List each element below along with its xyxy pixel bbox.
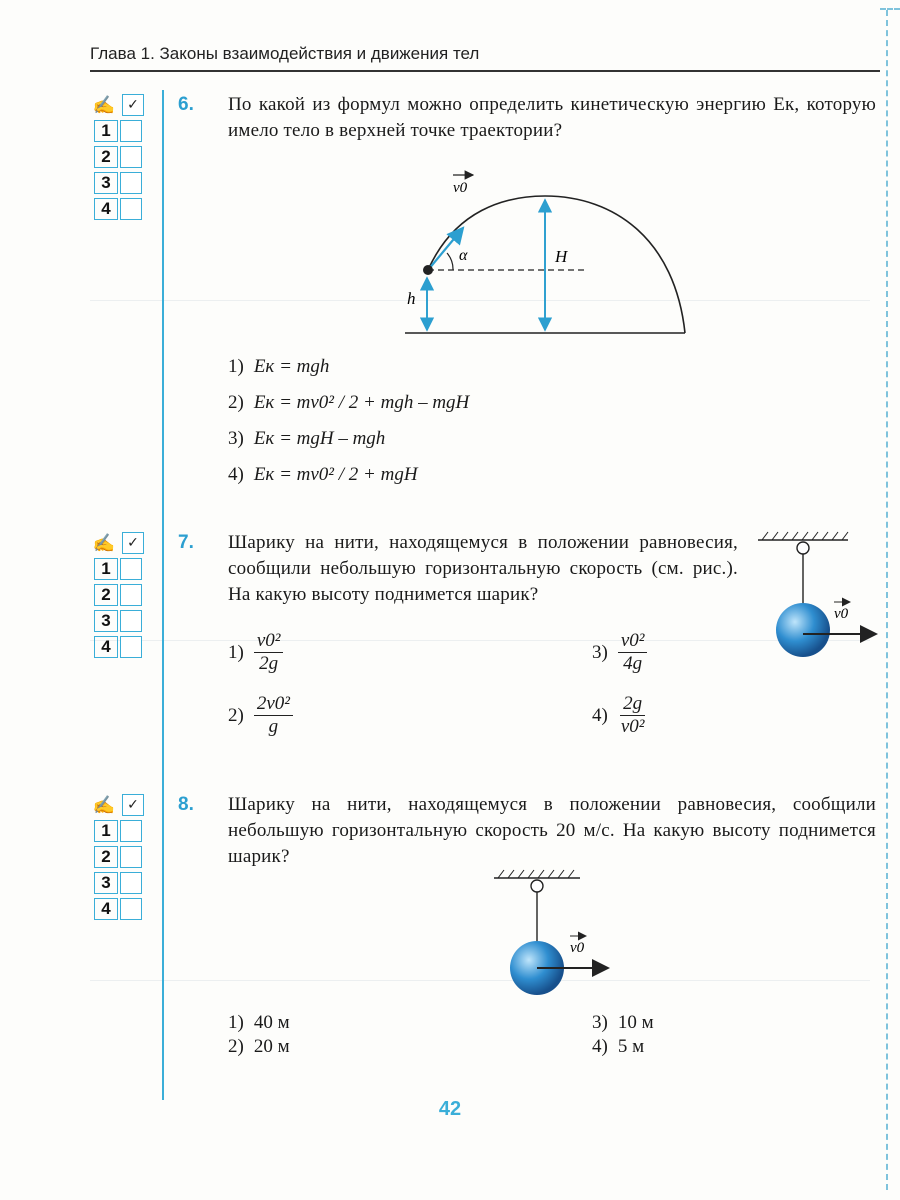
ball [776, 603, 830, 657]
question-number: 6. [178, 94, 194, 115]
option-label: 4) [592, 704, 608, 726]
fraction [618, 630, 648, 675]
answer-option [228, 392, 469, 414]
pen-icon: ✍ [92, 794, 116, 815]
v0-label: v0 [834, 606, 849, 622]
answer-box-1[interactable] [120, 120, 142, 142]
velocity-vector [428, 228, 463, 270]
answer-option [228, 693, 293, 738]
answer-option [592, 1012, 654, 1034]
answer-checkboxes-q8 [90, 792, 154, 922]
numerator: 2v0² [254, 693, 293, 716]
option-label: 3) [228, 428, 244, 449]
answer-option [228, 428, 385, 450]
numerator: v0² [254, 630, 284, 653]
pendulum-figure-q8 [490, 868, 640, 1003]
answer-option [228, 1012, 290, 1034]
option-label: 1) [228, 1012, 244, 1033]
answer-box-3[interactable] [120, 172, 142, 194]
check-box[interactable]: ✓ [122, 794, 144, 816]
denominator: 2g [259, 653, 279, 674]
option-number: 4 [94, 636, 118, 658]
option-label: 2) [228, 1036, 244, 1057]
v0-label: v0 [453, 180, 468, 196]
answer-box-2[interactable] [120, 846, 142, 868]
formula: Eк = mv0² / 2 + mgh – mgH [253, 392, 470, 413]
bleed-through-line [90, 980, 870, 981]
option-number: 1 [94, 820, 118, 842]
formula: Eк = mv0² / 2 + mgH [253, 464, 418, 485]
denominator: 4g [623, 653, 643, 674]
pen-icon: ✍ [92, 532, 116, 553]
projectile-figure [395, 170, 705, 345]
body-point [423, 265, 433, 275]
answer-option [592, 693, 647, 738]
header-rule [90, 70, 880, 72]
option-label: 1) [228, 356, 244, 377]
answer-box-3[interactable] [120, 872, 142, 894]
check-box[interactable]: ✓ [122, 532, 144, 554]
margin-line [162, 90, 164, 1100]
option-number: 4 [94, 898, 118, 920]
pivot [531, 880, 543, 892]
answer-box-3[interactable] [120, 610, 142, 632]
option-label: 1) [228, 641, 244, 663]
chapter-title: Глава 1. Законы взаимодействия и движения тел [90, 44, 480, 63]
answer-option [592, 1036, 644, 1058]
bleed-through-line [90, 640, 870, 641]
alpha-label: α [459, 247, 468, 264]
page-number: 42 [438, 1098, 462, 1120]
fraction [618, 693, 648, 738]
h-label: h [407, 289, 416, 308]
answer-box-4[interactable] [120, 198, 142, 220]
option-label: 3) [592, 1012, 608, 1033]
answer-option [228, 356, 329, 378]
option-number: 2 [94, 146, 118, 168]
denominator: g [268, 716, 279, 737]
numerator: v0² [618, 630, 648, 653]
option-label: 4) [592, 1036, 608, 1057]
pendulum-figure-q7 [758, 530, 883, 660]
question-text: По какой из формул можно определить кинетическую энергию Eк, которую имело тело в верхней точке траектории? [228, 94, 876, 141]
option-label: 2) [228, 392, 244, 413]
question-number: 8. [178, 794, 194, 815]
answer-box-2[interactable] [120, 584, 142, 606]
option-number: 1 [94, 558, 118, 580]
question-number: 7. [178, 532, 194, 553]
formula: Eк = mgH – mgh [253, 428, 386, 449]
answer-checkboxes-q7 [90, 530, 154, 660]
answer-option [592, 630, 647, 675]
answer-box-4[interactable] [120, 636, 142, 658]
fraction [254, 693, 293, 738]
option-value: 5 м [617, 1036, 645, 1057]
option-label: 2) [228, 704, 244, 726]
numerator: 2g [620, 693, 645, 716]
cut-line-right [886, 10, 888, 1190]
option-number: 4 [94, 198, 118, 220]
option-number: 3 [94, 872, 118, 894]
option-number: 3 [94, 172, 118, 194]
H-label: H [555, 247, 568, 266]
answer-box-1[interactable] [120, 820, 142, 842]
answer-checkboxes-q6 [90, 92, 154, 222]
question-text: Шарику на нити, находящемуся в положении равновесия, сообщили небольшую горизонтальную скорость (см. рис.). На какую высоту поднимется шарик? [228, 532, 738, 605]
answer-option [228, 464, 418, 486]
answer-option [228, 1036, 290, 1058]
answer-option [228, 630, 283, 675]
option-value: 40 м [253, 1012, 290, 1033]
fraction [254, 630, 284, 675]
question-text: Шарику на нити, находящемуся в положении равновесия, сообщили небольшую горизонтальную скорость 20 м/с. На какую высоту поднимется шарик? [228, 794, 876, 867]
option-number: 1 [94, 120, 118, 142]
option-number: 2 [94, 584, 118, 606]
answer-box-1[interactable] [120, 558, 142, 580]
option-value: 10 м [617, 1012, 654, 1033]
check-box[interactable]: ✓ [122, 94, 144, 116]
pivot [797, 542, 809, 554]
angle-arc [447, 253, 453, 270]
v0-label: v0 [570, 940, 585, 956]
option-value: 20 м [253, 1036, 290, 1057]
cut-line-top [880, 8, 900, 10]
answer-box-4[interactable] [120, 898, 142, 920]
option-label: 4) [228, 464, 244, 485]
formula: Eк = mgh [253, 356, 330, 377]
answer-box-2[interactable] [120, 146, 142, 168]
option-number: 2 [94, 846, 118, 868]
option-number: 3 [94, 610, 118, 632]
option-label: 3) [592, 641, 608, 663]
pen-icon: ✍ [92, 94, 116, 115]
denominator: v0² [620, 716, 645, 737]
